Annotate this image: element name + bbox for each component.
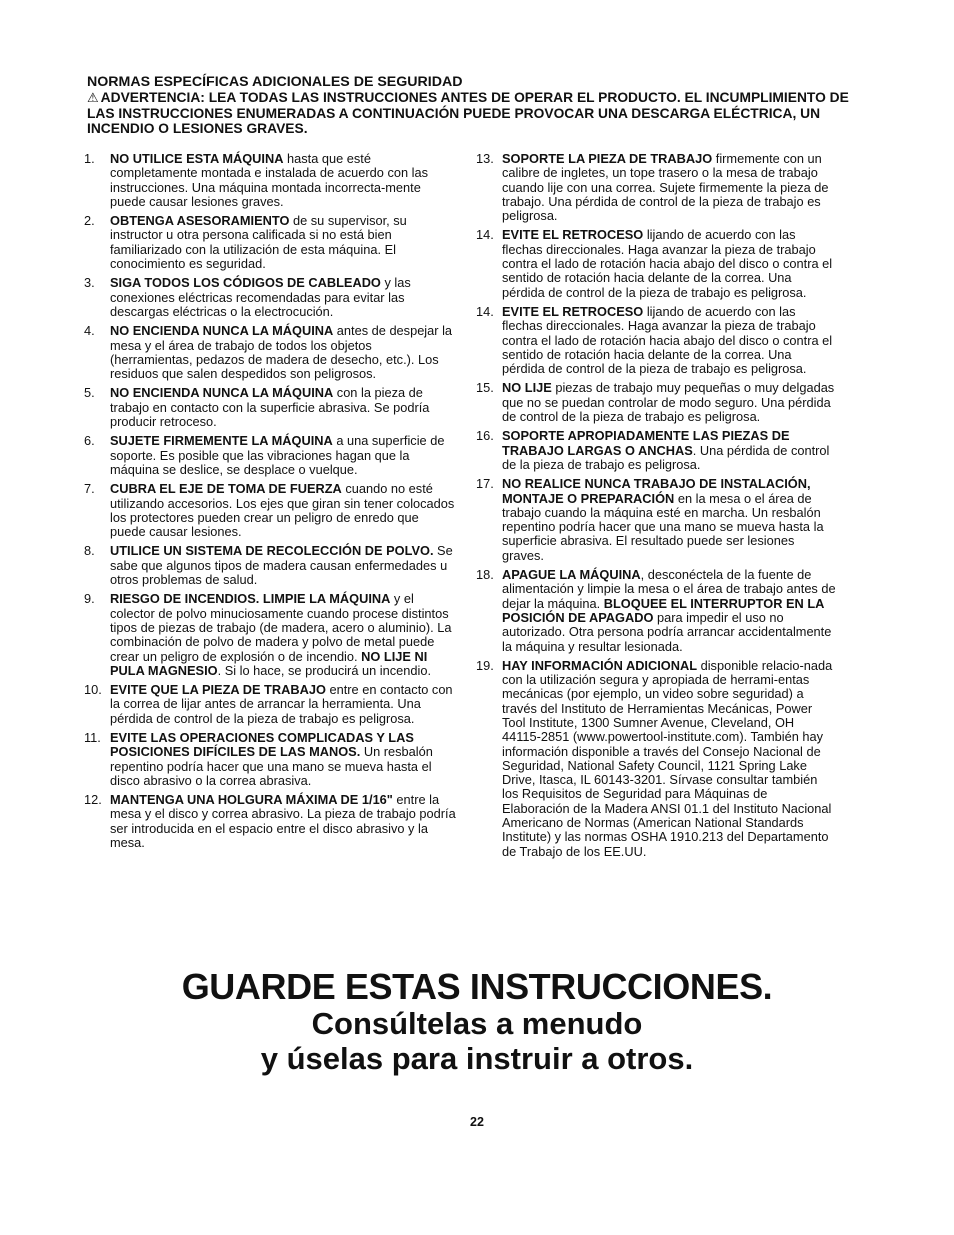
rule-body-text: y las conexiones eléctricas recomendadas para evitar las descargas eléctricas o la electrocución. [110, 275, 411, 319]
rule-text [502, 381, 836, 424]
rule-text [110, 482, 456, 539]
rule-body-text: hasta que esté completamente montada e instalada de acuerdo con las instrucciones. Una máquina montada incorrecta-mente puede causar lesiones graves. [110, 151, 428, 209]
rule-emphasis: NO ENCIENDA NUNCA LA MÁQUINA [110, 323, 334, 339]
rule-body-text: cuando no esté utilizando accesorios. Los ejes que giran sin tener colocados los protectores pueden crear un peligro de enredo que puede causar lesiones. [110, 481, 455, 540]
footer-line-1: GUARDE ESTAS INSTRUCCIONES. [181, 966, 773, 1007]
rule-emphasis: HAY INFORMACIÓN ADICIONAL [502, 657, 698, 673]
rule-text [110, 793, 456, 850]
rule-text [110, 592, 456, 678]
rule-emphasis: NO LIJE NI PULA MAGNESIO [110, 648, 428, 678]
rule-body-text: piezas de trabajo muy pequeñas o muy delgadas que no se puedan controlar de modo seguro. Una pérdida de control de la pieza de trabajo es peligrosa. [502, 380, 835, 425]
rule-text [502, 477, 836, 563]
rule-body-text: Un resbalón repentino podría hacer que una mano se mueva hasta el disco abrasivo o la correa abrasiva. [110, 744, 433, 788]
footer-line-2: Consúltelas a menudo [311, 1006, 643, 1041]
rule-text [502, 305, 836, 376]
rule-number: 4. [84, 323, 95, 339]
warning-triangle-icon: ⚠ [87, 90, 99, 105]
safety-rule-item [84, 152, 456, 209]
safety-rule-item [476, 429, 836, 472]
rule-body-text: para impedir el uso no autorizado. Otra persona podría arrancar accidentalmente la máquina y resultar lesionada. [502, 609, 832, 654]
rule-emphasis: NO LIJE [502, 380, 552, 396]
safety-rule-item [84, 324, 456, 381]
rule-body-text: , desconéctela de la fuente de alimentación y limpie la mesa o el área de trabajo antes de dejar la máquina. [502, 567, 836, 611]
safety-rule-item [84, 434, 456, 477]
rule-emphasis: SIGA TODOS LOS CÓDIGOS DE CABLEADO [110, 275, 381, 291]
rule-emphasis: RIESGO DE INCENDIOS. LIMPIE LA MÁQUINA [110, 591, 391, 607]
rule-text [502, 659, 836, 859]
rule-text [502, 228, 836, 299]
rule-number: 13. [476, 151, 494, 166]
rule-number: 14. [476, 303, 494, 319]
safety-rule-item [476, 152, 836, 223]
rule-text [110, 276, 456, 319]
rule-text [110, 683, 456, 726]
safety-rule-item [476, 568, 836, 654]
safety-rule-item [84, 793, 456, 850]
left-column-rules [84, 152, 456, 855]
rule-body-text: Se sabe que algunos tipos de madera causan enfermedades u otros problemas de salud. [110, 543, 453, 588]
rule-number: 15. [476, 380, 494, 396]
rule-emphasis: NO UTILICE ESTA MÁQUINA [110, 151, 284, 166]
rule-number: 7. [84, 481, 95, 497]
rule-number: 18. [476, 567, 494, 583]
rule-number: 11. [84, 729, 101, 745]
rule-number: 5. [84, 385, 95, 401]
safety-rule-item [84, 683, 456, 726]
rule-body-text: en la mesa o el área de trabajo cuando la máquina esté en marcha. Un resbalón repentino podría hacer que una mano se mueva hasta la superficie abrasiva. El resultado puede ser lesiones graves. [502, 490, 824, 563]
rule-number: 12. [84, 792, 102, 808]
rule-text [110, 214, 456, 271]
rule-emphasis: EVITE QUE LA PIEZA DE TRABAJO [110, 682, 326, 698]
rule-body-text: firmemente con un calibre de ingletes, un tope trasero o la mesa de trabajo cuando lije con una correa. Sujete firmemente la pieza de trabajo. Una pérdida de control de la pieza de trabajo es peligrosa. [502, 151, 829, 224]
rule-number: 17. [476, 476, 494, 492]
safety-rule-item [84, 276, 456, 319]
rule-body-text: con la pieza de trabajo en contacto con la superficie abrasiva. Se podría producir retroceso. [110, 385, 430, 430]
rule-emphasis: SOPORTE LA PIEZA DE TRABAJO [502, 151, 713, 166]
safety-rule-item [84, 592, 456, 678]
warning-statement [87, 90, 867, 137]
safety-rule-item [84, 386, 456, 429]
rule-number: 2. [84, 213, 95, 229]
rule-emphasis: EVITE EL RETROCESO [502, 227, 644, 243]
safety-rule-item [84, 544, 456, 587]
rule-number: 19. [476, 657, 494, 673]
rule-text [110, 434, 456, 477]
rule-number: 9. [84, 591, 95, 607]
rule-body-text: entre la mesa y el disco y correa abrasivo. La pieza de trabajo podría ser introducida en el espacio entre el disco abrasivo y la mesa. [110, 792, 456, 851]
rule-number: 1. [84, 151, 95, 166]
rule-text [502, 568, 836, 654]
rule-number: 14. [476, 227, 494, 243]
rule-number: 3. [84, 275, 95, 291]
rule-emphasis: SUJETE FIRMEMENTE LA MÁQUINA [110, 433, 333, 449]
rule-text [110, 386, 456, 429]
safety-rule-item [84, 214, 456, 271]
rule-body-text: antes de despejar la mesa y el área de trabajo de todos los objetos (herramientas, pedazos de madera de desecho, etc.). Los residuos que salen despedidos son peligrosos. [110, 323, 453, 382]
rule-body-text: y el colector de polvo minuciosamente cuando procese distintos tipos de piezas de trabajo (de madera, acero o aluminio). La combinación de polvo de madera y polvo de metal puede crear un peligro de explosión o de incendio. [110, 591, 452, 664]
rule-emphasis: NO REALICE NUNCA TRABAJO DE INSTALACIÓN, MONTAJE O PREPARACIÓN [502, 476, 811, 506]
rule-emphasis: EVITE EL RETROCESO [502, 303, 644, 319]
rule-text [502, 429, 836, 472]
rule-emphasis: MANTENGA UNA HOLGURA MÁXIMA DE 1/16" [110, 792, 393, 808]
safety-rule-item [84, 731, 456, 788]
safety-rule-item [476, 381, 836, 424]
section-title: NORMAS ESPECÍFICAS ADICIONALES DE SEGURIDAD [87, 74, 463, 90]
rule-body-text: disponible relacio-nada con la utilización segura y apropiada de herrami-entas mecánicas (por ejemplo, un video sobre seguridad) a través del Instituto de Herramientas Mecánicas, Power Tool Institute, 1300 Sumner Avenue, Cleveland, OH 44115-2851 (www.powertool-institute.com). También hay información disponible a través del Consejo Nacional de Seguridad, National Safety Council, 1121 Spring Lake Drive, Itasca, IL 60143-3201. Sírvase consultar también los Requisitos de Seguridad para Máquinas de Elaboración de la Madera ANSI 01.1 del Instituto Nacional Americano de Normas (American National Standards Institute) y las normas OSHA 1910.213 del Departamento de Trabajo de los EE.UU. [502, 657, 833, 859]
safety-rules-header [87, 74, 867, 137]
rule-emphasis: NO ENCIENDA NUNCA LA MÁQUINA [110, 385, 334, 401]
rule-body-text: lijando de acuerdo con las flechas direccionales. Haga avanzar la pieza de trabajo contra el lado de rotación hacia abajo del disco o contra el sentido de rotación hacia delante de la correa. Una pérdida de control de la pieza de trabajo es peligrosa. [502, 227, 833, 300]
rule-text [110, 152, 456, 209]
page-number: 22 [470, 1115, 484, 1129]
rule-text [110, 731, 456, 788]
rule-text [502, 152, 836, 223]
safety-rule-item [476, 228, 836, 299]
rule-body-text: de su supervisor, su instructor u otra persona calificada si no está bien familiarizado con la utilización de esta máquina. El conocimiento es seguridad. [110, 213, 407, 272]
safety-rule-item [476, 477, 836, 563]
rule-emphasis: EVITE LAS OPERACIONES COMPLICADAS Y LAS POSICIONES DIFÍCILES DE LAS MANOS. [110, 729, 414, 760]
right-column-rules [476, 152, 836, 864]
rule-emphasis: UTILICE UN SISTEMA DE RECOLECCIÓN DE POLVO. [110, 543, 434, 559]
rule-text [110, 324, 456, 381]
safety-rule-item [476, 659, 836, 859]
safety-rule-item [476, 305, 836, 376]
save-instructions-banner [0, 968, 954, 1076]
rule-number: 6. [84, 433, 95, 449]
rule-emphasis: BLOQUEE EL INTERRUPTOR EN LA POSICIÓN DE APAGADO [502, 595, 824, 625]
warning-text: ADVERTENCIA: LEA TODAS LAS INSTRUCCIONES ANTES DE OPERAR EL PRODUCTO. EL INCUMPLIMIENTO DE LAS INSTRUCCIONES ENUMERADAS A CONTINUACIÓN PUEDE PROVOCAR UNA DESCARGA ELÉCTRICA, UN INCENDIO O LESIONES GRAVES. [87, 90, 849, 137]
rule-emphasis: APAGUE LA MÁQUINA [502, 567, 641, 583]
rule-body-text: a una superficie de soporte. Es posible que las vibraciones hagan que la máquina se deslice, se desplace o vuelque. [110, 433, 445, 477]
rule-body-text: lijando de acuerdo con las flechas direccionales. Haga avanzar la pieza de trabajo contra el lado de rotación hacia abajo del disco o contra el sentido de rotación hacia delante de la correa. Una pérdida de control de la pieza de trabajo es peligrosa. [502, 303, 833, 377]
rule-body-text: . Una pérdida de control de la pieza de trabajo es peligrosa. [502, 442, 830, 472]
rule-number: 16. [476, 428, 494, 444]
rule-emphasis: OBTENGA ASESORAMIENTO [110, 213, 290, 229]
footer-line-3: y úselas para instruir a otros. [260, 1041, 694, 1076]
safety-rule-item [84, 482, 456, 539]
rule-number: 10. [84, 682, 102, 698]
rule-body-text: . Si lo hace, se producirá un incendio. [217, 662, 432, 678]
rule-text [110, 544, 456, 587]
rule-emphasis: SOPORTE APROPIADAMENTE LAS PIEZAS DE TRABAJO LARGAS O ANCHAS [502, 428, 790, 458]
rule-emphasis: CUBRA EL EJE DE TOMA DE FUERZA [110, 481, 342, 497]
rule-number: 8. [84, 543, 95, 559]
rule-body-text: entre en contacto con la correa de lijar antes de arrancar la herramienta. Una pérdida de control de la pieza de trabajo es peligrosa. [110, 682, 453, 726]
